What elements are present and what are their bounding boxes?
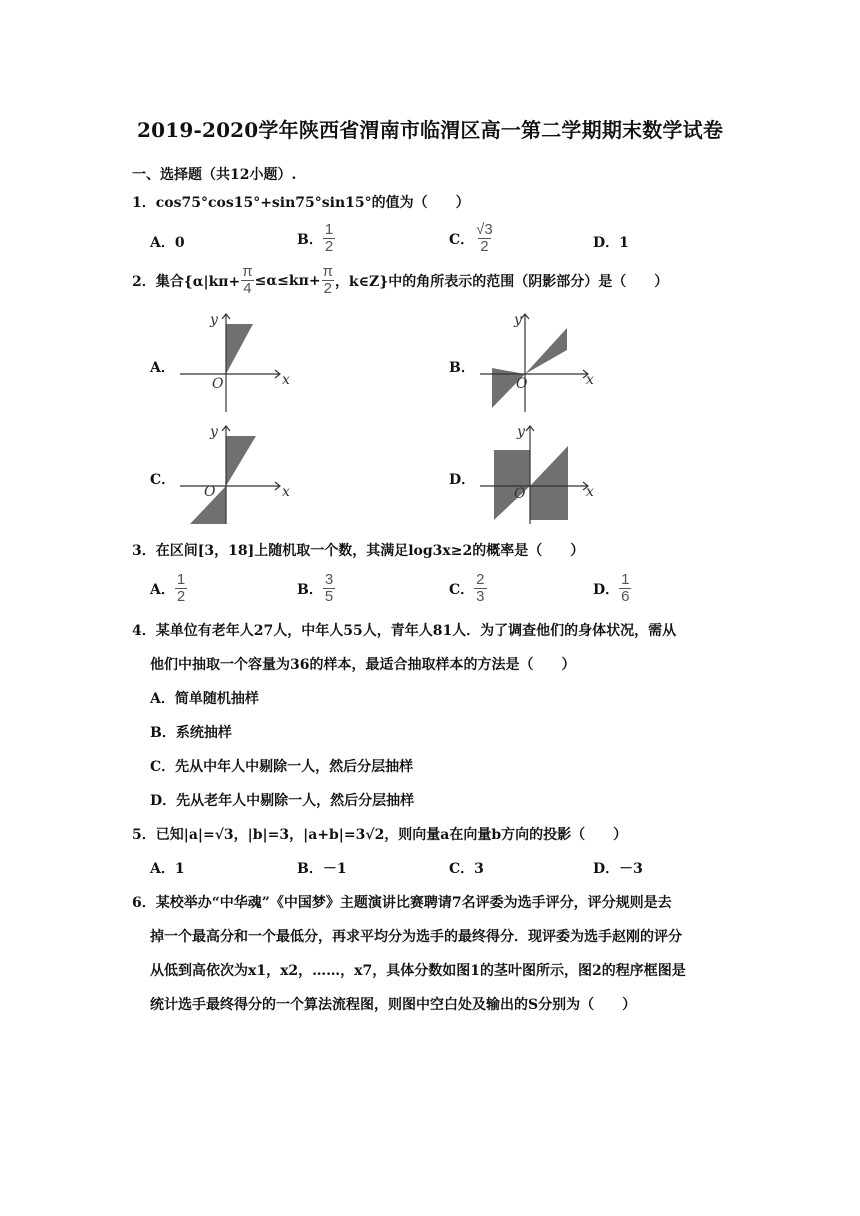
q3-option-c	[449, 572, 487, 605]
q2-stem-post: ，k∈Z}中的角所表示的范围（阴影部分）是（ ）	[334, 273, 669, 290]
q3-option-a	[150, 572, 187, 605]
question-6-line-2: 掉一个最高分和一个最低分，再求平均分为选手的最终得分．现评委为选手赵刚的评分	[150, 929, 682, 945]
question-4-line-2: 他们中抽取一个容量为36的样本，最适合抽取样本的方法是（ ）	[150, 657, 576, 673]
q2-graph-c-x-label: x	[282, 484, 290, 500]
q2-f2-num: π	[322, 263, 333, 280]
section-heading: 一、选择题（共12小题）.	[132, 167, 297, 183]
q2-f1-den: 4	[243, 280, 252, 297]
q3-option-b	[297, 572, 335, 605]
q2-f2-den: 2	[323, 280, 332, 297]
q3-option-b-fraction	[323, 572, 335, 605]
q2-graph-d-shade-1	[494, 450, 530, 520]
q5-option-d: D．－3	[593, 861, 643, 877]
q3-option-b-label: B．	[297, 581, 323, 598]
q3-option-a-label: A．	[150, 581, 175, 598]
q2-graph-c-origin: O	[204, 484, 216, 500]
q2-option-d: D．	[449, 472, 476, 488]
q3-option-c-den: 3	[476, 588, 485, 605]
q1-option-b-label: B．	[297, 231, 323, 248]
q5-option-a: A．1	[150, 861, 185, 877]
q2-graph-a-origin: O	[212, 376, 224, 392]
q3-option-b-num: 3	[324, 571, 334, 588]
question-6-line-1: 6．某校举办“中华魂”《中国梦》主题演讲比赛聘请7名评委为选手评分，评分规则是去	[132, 895, 672, 911]
q2-option-b: B．	[449, 360, 475, 376]
q4-option-b: B．系统抽样	[150, 725, 232, 741]
q2-graph-a-x-label: x	[282, 372, 290, 388]
page-title: 2019-2020学年陕西省渭南市临渭区高一第二学期期末数学试卷	[136, 118, 724, 142]
q2-graph-d	[472, 420, 602, 526]
q2-graph-b-y-label: y	[514, 312, 522, 328]
q4-option-c: C．先从中年人中剔除一人，然后分层抽样	[150, 759, 414, 775]
q2-graph-b-x-label: x	[586, 372, 594, 388]
q2-graph-d-origin: O	[514, 486, 526, 502]
question-6-line-3: 从低到高依次为x1，x2，……，x7，具体分数如图1的茎叶图所示，图2的程序框图是	[150, 963, 686, 979]
question-2-stem	[132, 264, 668, 297]
q5-option-b: B．－1	[297, 861, 347, 877]
q2-graph-d-x-label: x	[586, 484, 594, 500]
q2-graph-c	[172, 420, 292, 526]
q2-graph-d-shade-2	[530, 446, 568, 520]
q2-graph-b-shade-1	[525, 328, 567, 374]
q1-option-b-num: 1	[324, 221, 334, 238]
q1-option-c-num: √3	[476, 221, 493, 238]
q3-option-d-fraction	[619, 572, 631, 605]
q3-option-c-label: C．	[449, 581, 475, 598]
q2-graph-a	[172, 308, 292, 414]
q3-option-b-den: 5	[324, 588, 334, 605]
question-5-stem: 5．已知|a|=√3，|b|=3，|a+b|=3√2，则向量a在向量b方向的投影（ ）	[132, 827, 628, 843]
q2-graph-c-y-label: y	[210, 424, 218, 440]
q3-option-d-label: D．	[593, 581, 620, 598]
q3-option-c-fraction	[474, 572, 486, 605]
q4-option-a: A．简单随机抽样	[150, 691, 259, 707]
question-1-stem: 1．cos75°cos15°+sin75°sin15°的值为（ ）	[132, 195, 470, 211]
q2-graph-d-y-label: y	[517, 424, 525, 440]
q2-graph-b	[472, 308, 602, 414]
q1-option-d: D．1	[593, 235, 629, 251]
q4-option-d: D．先从老年人中剔除一人，然后分层抽样	[150, 793, 415, 809]
q1-option-b-fraction	[323, 222, 335, 255]
q1-option-b-den: 2	[324, 238, 334, 255]
q2-graph-c-shade-1	[226, 436, 256, 486]
q3-option-c-num: 2	[476, 571, 485, 588]
question-6-line-4: 统计选手最终得分的一个算法流程图，则图中空白处及输出的S分别为（ ）	[150, 997, 637, 1013]
q3-option-a-fraction	[175, 572, 187, 605]
q3-option-a-den: 2	[176, 588, 186, 605]
q3-option-a-num: 1	[176, 571, 186, 588]
q1-option-c-fraction	[474, 222, 495, 255]
q2-stem-pre: 2．集合{α|kπ+	[132, 273, 241, 290]
q2-graph-a-y-label: y	[210, 312, 218, 328]
q3-option-d	[593, 572, 631, 605]
q2-f1-num: π	[242, 263, 253, 280]
q2-graph-b-origin: O	[516, 376, 528, 392]
question-4-line-1: 4．某单位有老年人27人，中年人55人，青年人81人．为了调查他们的身体状况，需从	[132, 623, 677, 639]
q1-option-a: A．0	[150, 235, 185, 251]
q3-option-d-den: 6	[621, 588, 630, 605]
q2-fraction-1	[240, 264, 254, 297]
q2-option-c: C．	[150, 472, 176, 488]
q1-option-c-label: C．	[449, 231, 475, 248]
q1-option-c-den: 2	[480, 238, 489, 255]
q5-option-c: C．3	[449, 861, 484, 877]
q1-option-b	[297, 222, 335, 255]
q1-option-c	[449, 222, 495, 255]
q2-option-a: A．	[150, 360, 175, 376]
q2-graph-a-shade	[226, 324, 253, 374]
q2-fraction-2	[321, 264, 335, 297]
q2-stem-mid: ≤α≤kπ+	[254, 272, 321, 289]
question-3-stem: 3．在区间[3，18]上随机取一个数，其满足log3x≥2的概率是（ ）	[132, 543, 585, 559]
q3-option-d-num: 1	[621, 571, 630, 588]
